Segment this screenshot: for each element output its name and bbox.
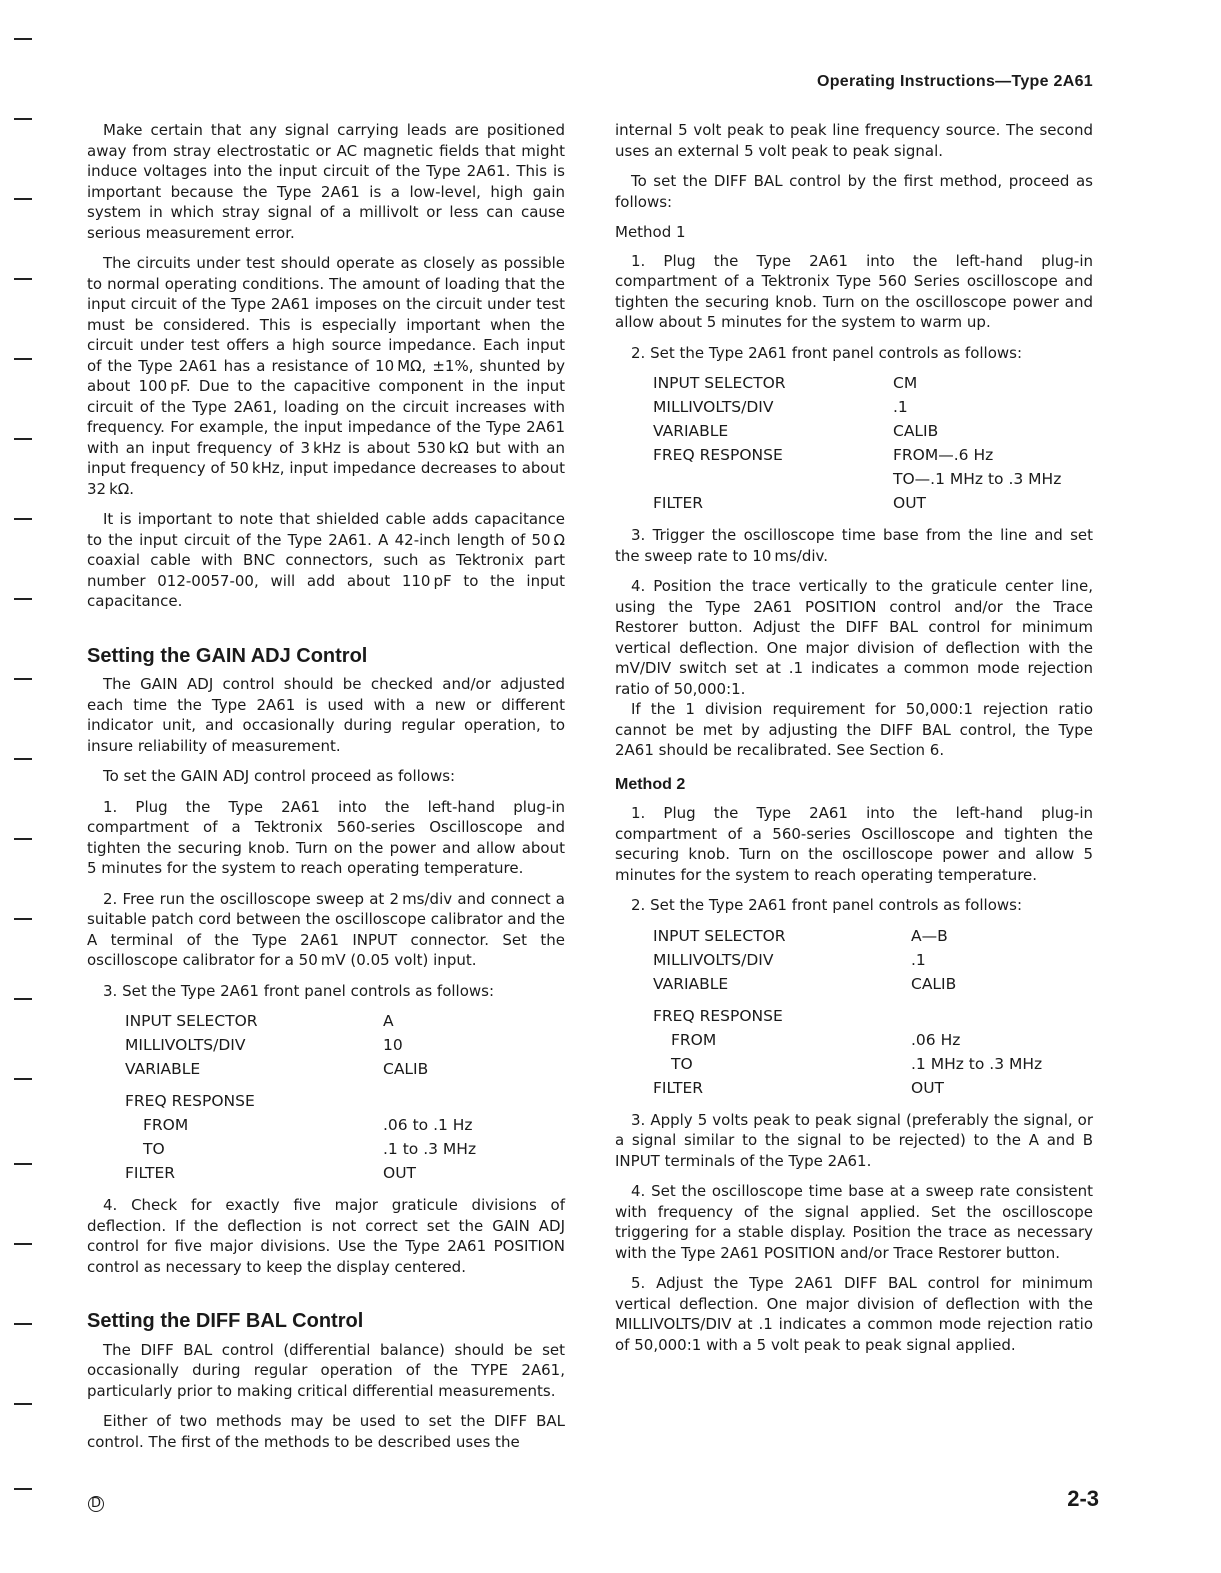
step: 2. Set the Type 2A61 front panel controls as follows:	[631, 343, 1023, 362]
control-value: .1 MHz to .3 MHz	[911, 1054, 1043, 1073]
control-value: .1	[911, 950, 926, 969]
margin-mark	[14, 998, 32, 1000]
control-value: CALIB	[383, 1060, 429, 1078]
step: 1. Plug the Type 2A61 into the left-hand plug-in compartment of a Tektronix 560-series Oscilloscope and tighten the securing knob. Turn on the power and allow about 5 minutes for the system to reach operating temperature.	[87, 797, 565, 877]
margin-mark	[14, 758, 32, 760]
control-name: INPUT SELECTOR	[653, 926, 786, 945]
control-value: OUT	[383, 1164, 417, 1182]
control-value: A	[383, 1012, 394, 1030]
control-row	[125, 1163, 476, 1187]
control-name: FREQ RESPONSE	[125, 1092, 255, 1110]
step: 2. Set the Type 2A61 front panel controls as follows:	[631, 896, 1023, 914]
control-value: .06 Hz	[911, 1030, 961, 1049]
method-1-heading: Method 1	[615, 223, 686, 241]
control-value: .1	[893, 398, 908, 416]
control-row	[653, 373, 1061, 397]
margin-mark	[14, 598, 32, 600]
revision-mark-icon: D	[88, 1496, 104, 1512]
control-row	[653, 421, 1061, 445]
control-row	[125, 1035, 476, 1059]
margin-mark	[14, 358, 32, 360]
paragraph: Make certain that any signal carrying leads are positioned away from stray electrostatic or AC magnetic fields that might induce voltages into the input circuit of the Type 2A61. This is important because the Type 2A61 is a low-level, high gain system in which stray signal of a millivolt or less can cause serious measurement error.	[87, 121, 565, 242]
margin-mark	[14, 1403, 32, 1405]
control-value: OUT	[911, 1078, 945, 1097]
control-row	[653, 445, 1061, 469]
control-value: OUT	[893, 494, 927, 512]
control-row	[653, 1030, 1042, 1054]
paragraph: Either of two methods may be used to set the DIFF BAL control. The first of the methods to be described uses the	[87, 1412, 565, 1451]
step: 3. Set the Type 2A61 front panel controls as follows:	[103, 981, 495, 1000]
margin-mark	[14, 278, 32, 280]
paragraph: The DIFF BAL control (differential balance) should be set occasionally during regular operation of the TYPE 2A61, particularly prior to making critical differential measurements.	[87, 1340, 565, 1400]
control-name: FILTER	[125, 1164, 176, 1182]
control-row	[653, 397, 1061, 421]
control-row	[653, 950, 1042, 974]
control-name: TO	[143, 1140, 165, 1158]
control-value: 10	[383, 1036, 403, 1054]
control-name: FROM	[671, 1030, 717, 1049]
control-name: FILTER	[653, 494, 704, 512]
step: 1. Plug the Type 2A61 into the left-hand plug-in compartment of a 560-series Oscilloscope and tighten the securing knob. Turn on the oscilloscope power and allow 5 minutes for the system to reach operating temperature.	[615, 804, 1093, 884]
step: 4. Set the oscilloscope time base at a sweep rate consistent with frequency of the signal applied. Set the oscilloscope triggering for a stable display. Position the trace as necessary with the Type 2A61 POSITION and/or Trace Restorer button.	[615, 1182, 1093, 1262]
margin-mark	[14, 438, 32, 440]
running-header: Operating Instructions—Type 2A61	[816, 73, 1093, 90]
paragraph: The circuits under test should operate as closely as possible to normal operating conditions. The amount of loading that the input circuit of the Type 2A61 imposes on the circuit under test must be considered. This is especially important when the circuit under test offers a high source impedance. Each input of the Type 2A61 has a resistance of 10 MΩ, ±1%, shunted by about 100 pF. Due to the capacitive component in the input circuit of the Type 2A61, loading on the circuit increases with frequency. For example, the input impedance of the Type 2A61 with an input frequency of 3 kHz is about 530 kΩ but with an input frequency of 50 kHz, input impedance decreases to about 32 kΩ.	[87, 254, 565, 498]
control-row	[653, 469, 1061, 493]
margin-mark	[14, 1323, 32, 1325]
control-value: CALIB	[911, 974, 957, 993]
control-row	[653, 1078, 1042, 1102]
control-name: VARIABLE	[653, 974, 729, 993]
control-row	[125, 1115, 476, 1139]
step: 4. Check for exactly five major graticule divisions of deflection. If the deflection is not correct set the GAIN ADJ control for five major divisions. Use the Type 2A61 POSITION control as necessary to keep the display centered.	[87, 1196, 565, 1276]
margin-mark	[14, 1243, 32, 1245]
control-name: VARIABLE	[653, 422, 729, 440]
control-value: .1 to .3 MHz	[383, 1140, 477, 1158]
right-column	[615, 120, 1093, 1365]
control-name: FROM	[143, 1116, 189, 1134]
control-name: INPUT SELECTOR	[125, 1012, 258, 1030]
control-value: CM	[893, 374, 918, 392]
margin-mark	[14, 518, 32, 520]
paragraph: internal 5 volt peak to peak line frequency source. The second uses an external 5 volt peak to peak signal.	[615, 121, 1093, 160]
method-2-heading: Method 2	[615, 775, 686, 793]
step: 3. Trigger the oscilloscope time base from the line and set the sweep rate to 10 ms/div.	[615, 526, 1093, 565]
control-value: TO—.1 MHz to .3 MHz	[893, 470, 1062, 488]
control-row	[125, 1083, 476, 1115]
margin-mark	[14, 678, 32, 680]
control-name: FILTER	[653, 1078, 704, 1097]
margin-mark	[14, 118, 32, 120]
control-name: MILLIVOLTS/DIV	[653, 398, 774, 416]
margin-mark	[14, 918, 32, 920]
section-heading-diff-bal: Setting the DIFF BAL Control	[87, 1310, 364, 1332]
control-row	[653, 926, 1042, 950]
control-name: TO	[671, 1054, 693, 1073]
paragraph: It is important to note that shielded cable adds capacitance to the input circuit of the Type 2A61. A 42-inch length of 50 Ω coaxial cable with BNC connectors, such as Tektronix part number 012-0057-00, will add about 110 pF to the input capacitance.	[87, 510, 565, 610]
margin-mark	[14, 1163, 32, 1165]
control-name: MILLIVOLTS/DIV	[125, 1036, 246, 1054]
step: 1. Plug the Type 2A61 into the left-hand plug-in compartment of a Tektronix Type 560 Series oscilloscope and tighten the securing knob. Turn on the oscilloscope power and allow about 5 minutes for the system to warm up.	[615, 251, 1093, 331]
control-row	[125, 1011, 476, 1035]
control-name: MILLIVOLTS/DIV	[653, 950, 774, 969]
control-name	[653, 469, 893, 493]
step: 5. Adjust the Type 2A61 DIFF BAL control for minimum vertical deflection. One major division of deflection with the MILLIVOLTS/DIV at .1 indicates a common mode rejection ratio of 50,000:1 with a 5 volt peak to peak signal applied.	[615, 1274, 1093, 1354]
margin-mark	[14, 38, 32, 40]
controls-table-method-1	[653, 373, 1061, 517]
control-row	[653, 1054, 1042, 1078]
paragraph: To set the GAIN ADJ control proceed as follows:	[103, 767, 456, 785]
paragraph: If the 1 division requirement for 50,000:1 rejection ratio cannot be met by adjusting the DIFF BAL control, the Type 2A61 should be recalibrated. See Section 6.	[615, 700, 1093, 759]
left-column	[87, 120, 565, 1462]
control-row	[125, 1059, 476, 1083]
margin-mark	[14, 838, 32, 840]
paragraph: To set the DIFF BAL control by the first method, proceed as follows:	[615, 172, 1093, 211]
page-number: 2-3	[1067, 1486, 1099, 1511]
step: 2. Free run the oscilloscope sweep at 2 ms/div and connect a suitable patch cord between the oscilloscope calibrator and the A terminal of the Type 2A61 INPUT connector. Set the oscilloscope calibrator for a 50 mV (0.05 volt) input.	[87, 889, 565, 969]
margin-mark	[14, 1488, 32, 1490]
control-name: VARIABLE	[125, 1060, 201, 1078]
control-value: FROM—.6 Hz	[893, 446, 994, 464]
margin-mark	[14, 1078, 32, 1080]
controls-table-gain	[125, 1011, 476, 1187]
step: 4. Position the trace vertically to the graticule center line, using the Type 2A61 POSITION control and/or the Trace Restorer button. Adjust the DIFF BAL control for minimum vertical deflection. One major division of deflection with the mV/DIV switch set at .1 indicates a common mode rejection ratio of 50,000:1.	[615, 577, 1093, 698]
control-name: FREQ RESPONSE	[653, 446, 783, 464]
control-value	[383, 1083, 476, 1115]
margin-mark	[14, 198, 32, 200]
control-name: INPUT SELECTOR	[653, 374, 786, 392]
section-heading-gain-adj: Setting the GAIN ADJ Control	[87, 644, 368, 667]
control-row	[125, 1139, 476, 1163]
control-row	[653, 493, 1061, 517]
paragraph: The GAIN ADJ control should be checked and/or adjusted each time the Type 2A61 is used with a new or different indicator unit, and occasionally during regular operation, to insure reliability of measurement.	[87, 675, 565, 755]
step: 3. Apply 5 volts peak to peak signal (preferably the signal, or a signal similar to the signal to be rejected) to the A and B INPUT terminals of the Type 2A61.	[615, 1110, 1093, 1170]
control-name: FREQ RESPONSE	[653, 1006, 783, 1025]
control-row	[653, 998, 1042, 1030]
control-row	[653, 974, 1042, 998]
controls-table-method-2	[653, 926, 1042, 1102]
control-value: .06 to .1 Hz	[383, 1116, 473, 1134]
control-value: A—B	[911, 926, 948, 945]
control-value: CALIB	[893, 422, 939, 440]
control-value	[911, 998, 1042, 1030]
